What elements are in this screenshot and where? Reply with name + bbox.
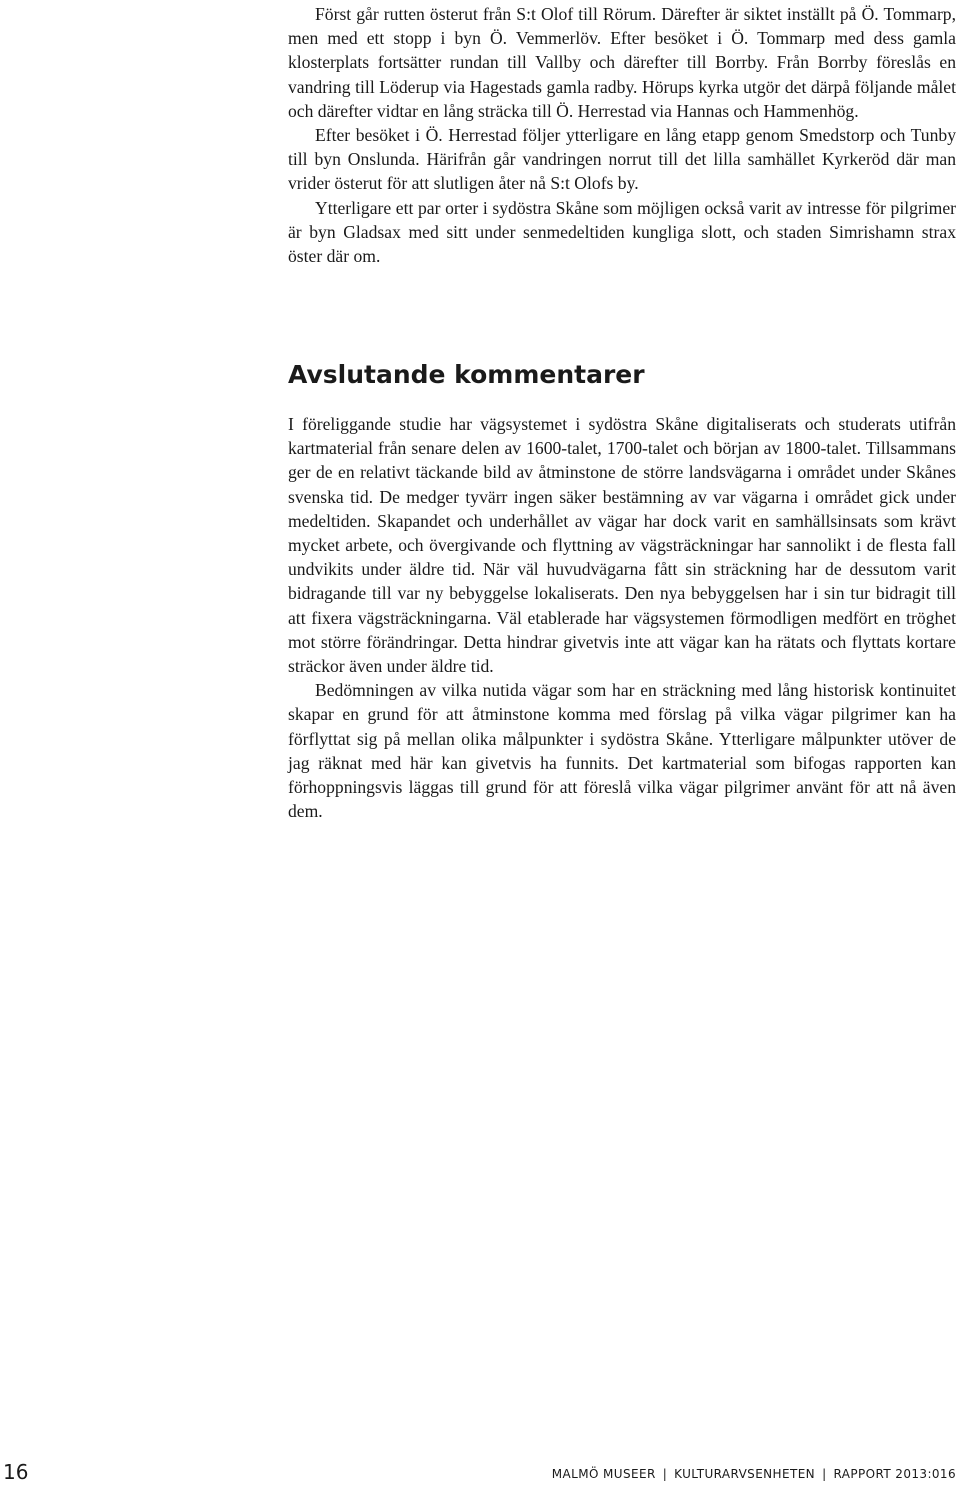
footer-report: RAPPORT 2013:016 xyxy=(833,1467,956,1481)
footer-department: KULTURARVSENHETEN xyxy=(674,1467,816,1481)
footer-publisher: MALMÖ MUSEER xyxy=(551,1467,656,1481)
footer-separator: | xyxy=(662,1467,668,1481)
page-number: 16 xyxy=(3,1460,29,1484)
intro-paragraph: Efter besöket i Ö. Herrestad följer ytterligare en lång etapp genom Smedstorp och Tunby till byn Onslunda. Härifrån går vandringen norrut till det lilla samhället Kyrkeröd där man vrider österut för att slutligen åter nå S:t Olofs by. xyxy=(288,125,956,194)
footer-separator: | xyxy=(822,1467,827,1481)
intro-paragraph: Först går rutten österut från S:t Olof till Rörum. Därefter är siktet inställt på Ö. Tommarp, men med ett stopp i byn Ö. Vemmerlöv. Efter besöket i Ö. Tommarp med dess gamla klosterplats fortsätter rundan till Vallby och därefter till Borrby. Från Borrby föreslås en vandring till Löderup via Hagestads gamla radby. Hörups kyrka utgör det därpå följande målet och därefter vidtar en lång sträcka till Ö. Herrestad via Hannas och Hammenhög. xyxy=(288,4,956,121)
body-paragraph: Bedömningen av vilka nutida vägar som har en sträckning med lång historisk kontinuitet skapar en grund för att åtminstone komma med förslag på vilka vägar pilgrimer kan ha förflyttat sig på mellan olika målpunkter i sydöstra Skåne. Ytterligare målpunkter utöver de jag räknat med här kan givetvis ha funnits. Det kartmaterial som bifogas rapporten kan förhoppningsvis läggas till grund för att föreslå vilka vägar pilgrimer använt för att nå även dem. xyxy=(288,680,956,822)
intro-paragraph: Ytterligare ett par orter i sydöstra Skåne som möjligen också varit av intresse för pilgrimer är byn Gladsax med sitt under senmedeltiden kungliga slott, och staden Simrishamn strax öster där om. xyxy=(288,197,956,267)
page-footer xyxy=(552,1466,956,1482)
section-heading: Avslutande kommentarer xyxy=(288,360,645,389)
section-body xyxy=(288,412,956,823)
body-paragraph: I föreliggande studie har vägsystemet i sydöstra Skåne digitaliserats och studerats utifrån kartmaterial från senare delen av 1600-talet, 1700-talet och början av 1800-talet. Tillsammans ger de en relativt täckande bild av åtminstone de större landsvägarna i området under Skånes svenska tid. De medger tyvärr ingen säker bestämning av var vägarna i området gick under medeltiden. Skapandet och underhållet av vägar har dock varit en samhällsinsats som krävt mycket arbete, och övergivande och flyttning av vägsträckningar har sannolikt i de flesta fall undvikits under äldre tid. När väl huvudvägarna fått sin sträckning har de dessutom varit bidragande till var ny bebyggelse lokaliserats. Den nya bebyggelsen har i sin tur bidragit till att fixera vägsträckningarna. Väl etablerade har vägsystemen förmodligen medfört en tröghet mot större förändringar. Detta hindrar givetvis inte att vägar kan ha rätats och flyttats kortare sträckor även under äldre tid. xyxy=(288,414,956,677)
intro-text xyxy=(288,2,956,268)
